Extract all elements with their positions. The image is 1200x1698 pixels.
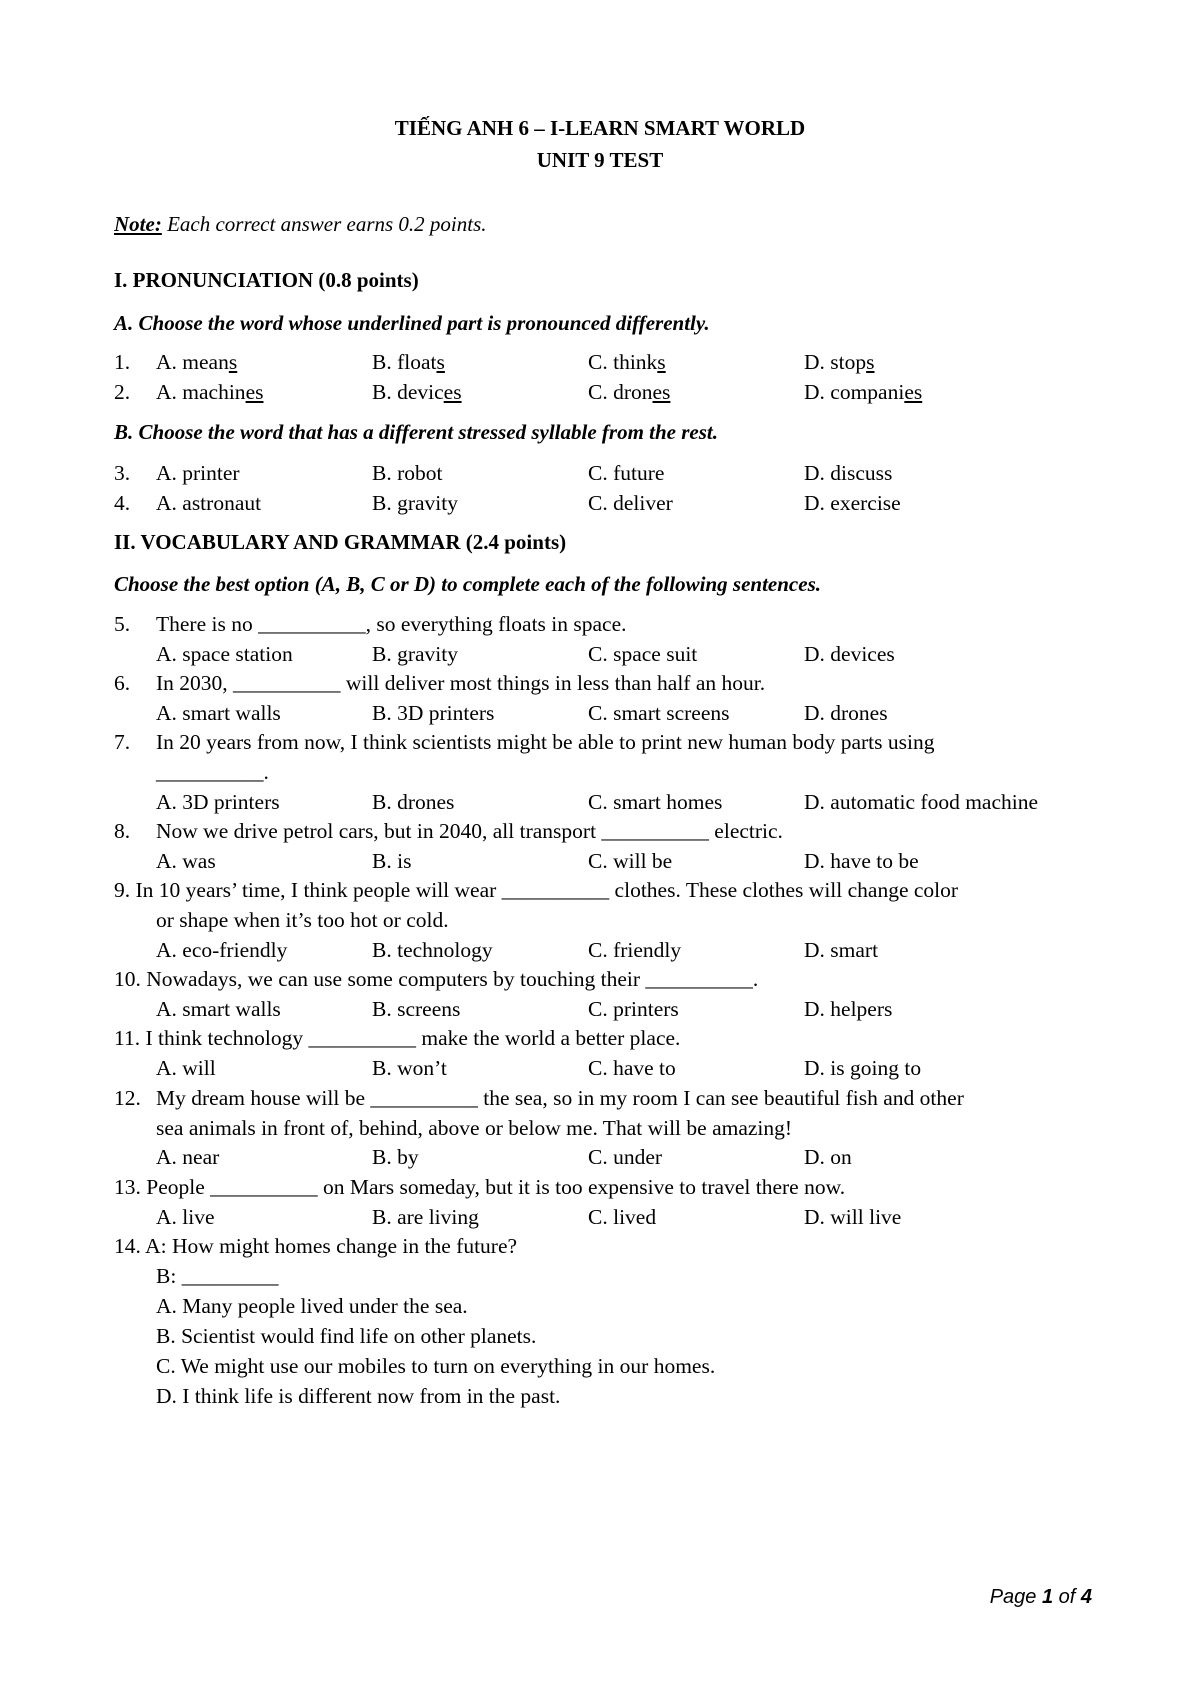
question-13-options	[114, 1205, 1114, 1235]
question-11	[114, 1026, 1114, 1056]
option-c: C. deliver	[588, 491, 673, 515]
option-a: A. was	[156, 849, 216, 873]
doc-title: TIẾNG ANH 6 – I-LEARN SMART WORLD	[394, 116, 806, 140]
question-number: 8.	[114, 819, 131, 843]
question-11-options	[114, 1056, 1114, 1086]
question-10-options	[114, 997, 1114, 1027]
option-b: B. by	[372, 1145, 419, 1169]
question-9	[114, 878, 1114, 908]
option-b: B. technology	[372, 938, 493, 962]
option-b: B. gravity	[372, 642, 458, 666]
option-a: A. machines	[156, 380, 264, 404]
question-4	[114, 491, 1114, 521]
option-d: D. companies	[804, 380, 923, 404]
question-14	[114, 1234, 1114, 1264]
instruction-section-2: Choose the best option (A, B, C or D) to complete each of the following sentences.	[114, 572, 821, 596]
instruction-part-a: A. Choose the word whose underlined part is pronounced differently.	[114, 311, 710, 335]
option-d: D. on	[804, 1145, 852, 1169]
option-d: D. have to be	[804, 849, 919, 873]
option-a: A. near	[156, 1145, 220, 1169]
option-c: C. thinks	[588, 350, 666, 374]
option-c: C. future	[588, 461, 665, 485]
option-d: D. drones	[804, 701, 888, 725]
option-b: B. are living	[372, 1205, 479, 1229]
option-a: A. astronaut	[156, 491, 262, 515]
option-a: A. 3D printers	[156, 790, 280, 814]
question-3	[114, 461, 1114, 491]
question-number: 4.	[114, 491, 131, 515]
question-text: In 20 years from now, I think scientists might be able to print new human body parts using	[156, 730, 935, 754]
option-b: B. devices	[372, 380, 462, 404]
option-d: D. stops	[804, 350, 875, 374]
option-a: A. Many people lived under the sea.	[156, 1294, 468, 1318]
page-indicator: Page 1 of 4	[989, 1586, 1092, 1608]
option-d: D. discuss	[804, 461, 893, 485]
question-12	[114, 1086, 1114, 1116]
option-c: C. have to	[588, 1056, 676, 1080]
option-d: D. exercise	[804, 491, 901, 515]
option-c: C. space suit	[588, 642, 698, 666]
option-a-row	[114, 1294, 1114, 1324]
option-a: A. live	[156, 1205, 215, 1229]
option-c: C. lived	[588, 1205, 657, 1229]
note-label: Note:	[114, 212, 162, 236]
question-text: There is no __________, so everything floats in space.	[156, 612, 627, 636]
option-d: D. I think life is different now from in the past.	[156, 1384, 561, 1408]
option-d: D. devices	[804, 642, 895, 666]
option-c: C. printers	[588, 997, 679, 1021]
question-2	[114, 380, 1114, 410]
option-c: C. smart screens	[588, 701, 730, 725]
option-b: B. drones	[372, 790, 455, 814]
question-number: 3.	[114, 461, 131, 485]
question-text: 13. People __________ on Mars someday, but it is too expensive to travel there now.	[114, 1175, 846, 1199]
option-a: A. means	[156, 350, 238, 374]
question-text: 14. A: How might homes change in the future?	[114, 1234, 518, 1258]
option-d: D. smart	[804, 938, 879, 962]
option-c: C. under	[588, 1145, 663, 1169]
question-14-b-line	[114, 1264, 1114, 1294]
option-b: B. Scientist would find life on other planets.	[156, 1324, 537, 1348]
option-c: C. We might use our mobiles to turn on everything in our homes.	[156, 1354, 716, 1378]
question-number: 5.	[114, 612, 131, 636]
option-d: D. is going to	[804, 1056, 922, 1080]
question-1	[114, 350, 1114, 380]
question-text: My dream house will be __________ the sea, so in my room I can see beautiful fish and other	[156, 1086, 964, 1110]
section-vocabulary-title: II. VOCABULARY AND GRAMMAR (2.4 points)	[114, 530, 567, 554]
option-a: A. space station	[156, 642, 293, 666]
option-b: B. 3D printers	[372, 701, 495, 725]
question-number: 12.	[114, 1086, 141, 1110]
option-a: A. smart walls	[156, 997, 281, 1021]
question-text: 10. Nowadays, we can use some computers by touching their __________.	[114, 967, 759, 991]
option-c-row	[114, 1354, 1114, 1384]
question-9-options	[114, 938, 1114, 968]
option-c: C. drones	[588, 380, 671, 404]
option-b: B. robot	[372, 461, 443, 485]
question-number: 2.	[114, 380, 131, 404]
option-a: A. eco-friendly	[156, 938, 288, 962]
question-text: Now we drive petrol cars, but in 2040, all transport __________ electric.	[156, 819, 783, 843]
question-7	[114, 730, 1114, 760]
option-b: B. is	[372, 849, 412, 873]
question-13	[114, 1175, 1114, 1205]
question-7-continued	[114, 760, 1114, 790]
question-5	[114, 612, 1114, 642]
option-b: B. floats	[372, 350, 445, 374]
question-7-options	[114, 790, 1114, 820]
option-a: A. will	[156, 1056, 216, 1080]
doc-subtitle: UNIT 9 TEST	[536, 148, 664, 172]
option-d: D. automatic food machine	[804, 790, 1039, 814]
option-b: B. won’t	[372, 1056, 447, 1080]
question-12-continued	[114, 1116, 1114, 1146]
note	[114, 212, 487, 237]
question-text-continued: sea animals in front of, behind, above or below me. That will be amazing!	[156, 1116, 793, 1140]
option-a: A. smart walls	[156, 701, 281, 725]
question-8	[114, 819, 1114, 849]
question-text-continued: __________.	[156, 760, 269, 784]
answer-blank: B: _________	[156, 1264, 279, 1288]
instruction-part-b: B. Choose the word that has a different stressed syllable from the rest.	[114, 420, 718, 444]
question-6-options	[114, 701, 1114, 731]
section-pronunciation-title: I. PRONUNCIATION (0.8 points)	[114, 268, 419, 292]
option-d-row	[114, 1384, 1114, 1414]
option-c: C. friendly	[588, 938, 682, 962]
question-number: 7.	[114, 730, 131, 754]
option-c: C. smart homes	[588, 790, 723, 814]
option-b: B. screens	[372, 997, 461, 1021]
option-a: A. printer	[156, 461, 240, 485]
question-8-options	[114, 849, 1114, 879]
option-b: B. gravity	[372, 491, 458, 515]
option-d: D. will live	[804, 1205, 902, 1229]
question-12-options	[114, 1145, 1114, 1175]
question-number: 1.	[114, 350, 131, 374]
question-5-options	[114, 642, 1114, 672]
option-d: D. helpers	[804, 997, 893, 1021]
question-text: 11. I think technology __________ make the world a better place.	[114, 1026, 681, 1050]
question-text: 9. In 10 years’ time, I think people will wear __________ clothes. These clothes will change color	[114, 878, 959, 902]
question-6	[114, 671, 1114, 701]
note-text: Each correct answer earns 0.2 points.	[161, 212, 487, 236]
question-9-continued	[114, 908, 1114, 938]
question-number: 6.	[114, 671, 131, 695]
option-c: C. will be	[588, 849, 673, 873]
question-10	[114, 967, 1114, 997]
question-text: In 2030, __________ will deliver most things in less than half an hour.	[156, 671, 766, 695]
question-text-continued: or shape when it’s too hot or cold.	[156, 908, 449, 932]
option-b-row	[114, 1324, 1114, 1354]
